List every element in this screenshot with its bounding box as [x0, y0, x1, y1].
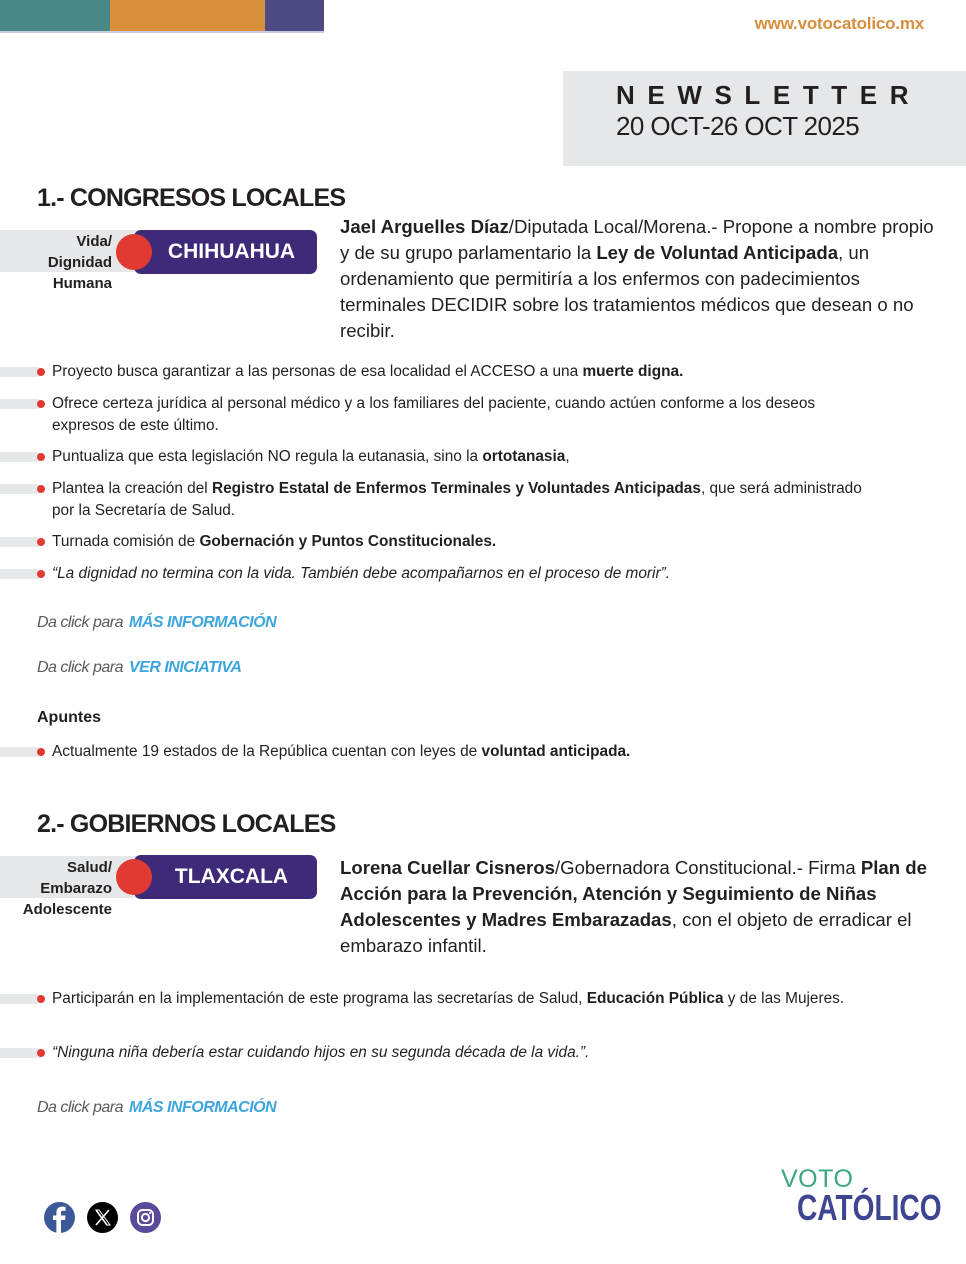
bullet-rail	[0, 367, 42, 377]
bullet-dot-icon	[37, 368, 45, 376]
bullet-item: Plantea la creación del Registro Estatal de Enfermos Terminales y Voluntades Anticipadas, que será administrado por la Secretaría de Salud.	[0, 478, 880, 522]
bullet-rail	[0, 569, 42, 579]
lead-rest: , un ordenamiento que permitiría a los enfermos con padecimientos terminales DECIDIR sobre los tratamientos médicos que desean o no recibir.	[340, 242, 914, 341]
topic-label	[0, 231, 112, 294]
bullet-quote: “La dignidad no termina con la vida. También debe acompañarnos en el proceso de morir”.	[0, 563, 930, 585]
view-initiative-line: Da click para VER INICIATIVA	[37, 659, 242, 676]
bullet-rail	[0, 994, 42, 1004]
state-badge-chihuahua: CHIHUAHUA	[134, 230, 317, 274]
header-color-bar-purple	[265, 0, 324, 31]
more-info-line: Da click para MÁS INFORMACIÓN	[37, 614, 277, 631]
lead-rest: , con el objeto de erradicar el embarazo infantil.	[340, 909, 912, 956]
view-initiative-link[interactable]: VER INICIATIVA	[128, 659, 242, 676]
bullet-item: Puntualiza que esta legislación NO regula la eutanasia, sino la ortotanasia,	[0, 446, 930, 468]
bullet-dot-icon	[37, 748, 45, 756]
more-info-link[interactable]: MÁS INFORMACIÓN	[128, 1099, 277, 1116]
bullet-item: Turnada comisión de Gobernación y Puntos Constitucionales.	[0, 531, 930, 553]
topic-line: Vida/	[76, 233, 112, 250]
lead-role: /Diputada Local/Morena.- Propone a nombre propio y de su grupo parlamentario la	[340, 216, 934, 263]
bullet-rail	[0, 452, 42, 462]
state-badge-tlaxcala: TLAXCALA	[134, 855, 317, 899]
lead-paragraph	[340, 214, 940, 344]
bullet-rail	[0, 399, 42, 409]
logo-catolico: CATÓLICO	[797, 1187, 942, 1228]
lead-paragraph	[340, 855, 930, 959]
bullet-dot-icon	[37, 538, 45, 546]
bullet-item: Participarán en la implementación de este programa las secretarías de Salud, Educación Pública y de las Mujeres.	[0, 988, 900, 1010]
bullet-dot-icon	[37, 570, 45, 578]
header-color-bar-teal	[0, 0, 110, 31]
section-title-gobiernos: 2.- GOBIERNOS LOCALES	[37, 810, 336, 838]
newsletter-title: NEWSLETTER	[616, 80, 922, 110]
x-icon[interactable]	[87, 1202, 118, 1233]
site-url-link[interactable]: www.votocatolico.mx	[754, 14, 924, 33]
bullet-dot-icon	[37, 453, 45, 461]
newsletter-date-range: 20 OCT-26 OCT 2025	[616, 111, 860, 141]
bullet-dot-icon	[37, 400, 45, 408]
bullet-rail	[0, 1048, 42, 1058]
topic-line: Salud/	[66, 859, 112, 876]
lead-bold: Ley de Voluntad Anticipada	[596, 242, 839, 263]
bullet-rail	[0, 537, 42, 547]
logo-voto: VOTO	[781, 1165, 854, 1193]
bullet-dot-icon	[37, 1049, 45, 1057]
lead-name: Jael Arguelles Díaz	[340, 216, 509, 237]
bullet-dot-icon	[37, 485, 45, 493]
more-info-line: Da click para MÁS INFORMACIÓN	[37, 1099, 277, 1116]
lead-role: /Gobernadora Constitucional.- Firma	[554, 857, 861, 878]
red-dot-marker	[116, 859, 152, 895]
topic-label	[0, 857, 112, 920]
more-info-link[interactable]: MÁS INFORMACIÓN	[128, 614, 277, 631]
lead-name: Lorena Cuellar Cisneros	[340, 857, 555, 878]
bullet-quote: “Ninguna niña debería estar cuidando hijos en su segunda década de la vida.”.	[0, 1042, 930, 1064]
topic-line: Humana	[52, 275, 112, 292]
notes-title: Apuntes	[37, 709, 101, 726]
bullet-rail	[0, 484, 42, 494]
note-item: Actualmente 19 estados de la República cuentan con leyes de voluntad anticipada.	[0, 741, 930, 763]
header-color-bar-orange	[110, 0, 265, 31]
bullet-rail	[0, 747, 42, 757]
facebook-icon[interactable]	[44, 1202, 75, 1233]
bullet-item: Proyecto busca garantizar a las personas de esa localidad el ACCESO a una muerte digna.	[0, 361, 930, 383]
lead-bold: Plan de Acción para la Prevención, Atención y Seguimiento de Niñas Adolescentes y Madres Embarazadas	[340, 857, 927, 930]
topic-line: Dignidad	[47, 254, 112, 271]
bullet-item: Ofrece certeza jurídica al personal médico y a los familiares del paciente, cuando actúen conforme a los deseos expresos de este último.	[0, 393, 880, 437]
bullet-dot-icon	[37, 995, 45, 1003]
topic-line: Embarazo	[40, 880, 112, 897]
topic-line: Adolescente	[22, 901, 112, 918]
header-bar-underline	[0, 31, 324, 33]
instagram-icon[interactable]	[130, 1202, 161, 1233]
section-title-congresos: 1.- CONGRESOS LOCALES	[37, 184, 346, 212]
red-dot-marker	[116, 234, 152, 270]
